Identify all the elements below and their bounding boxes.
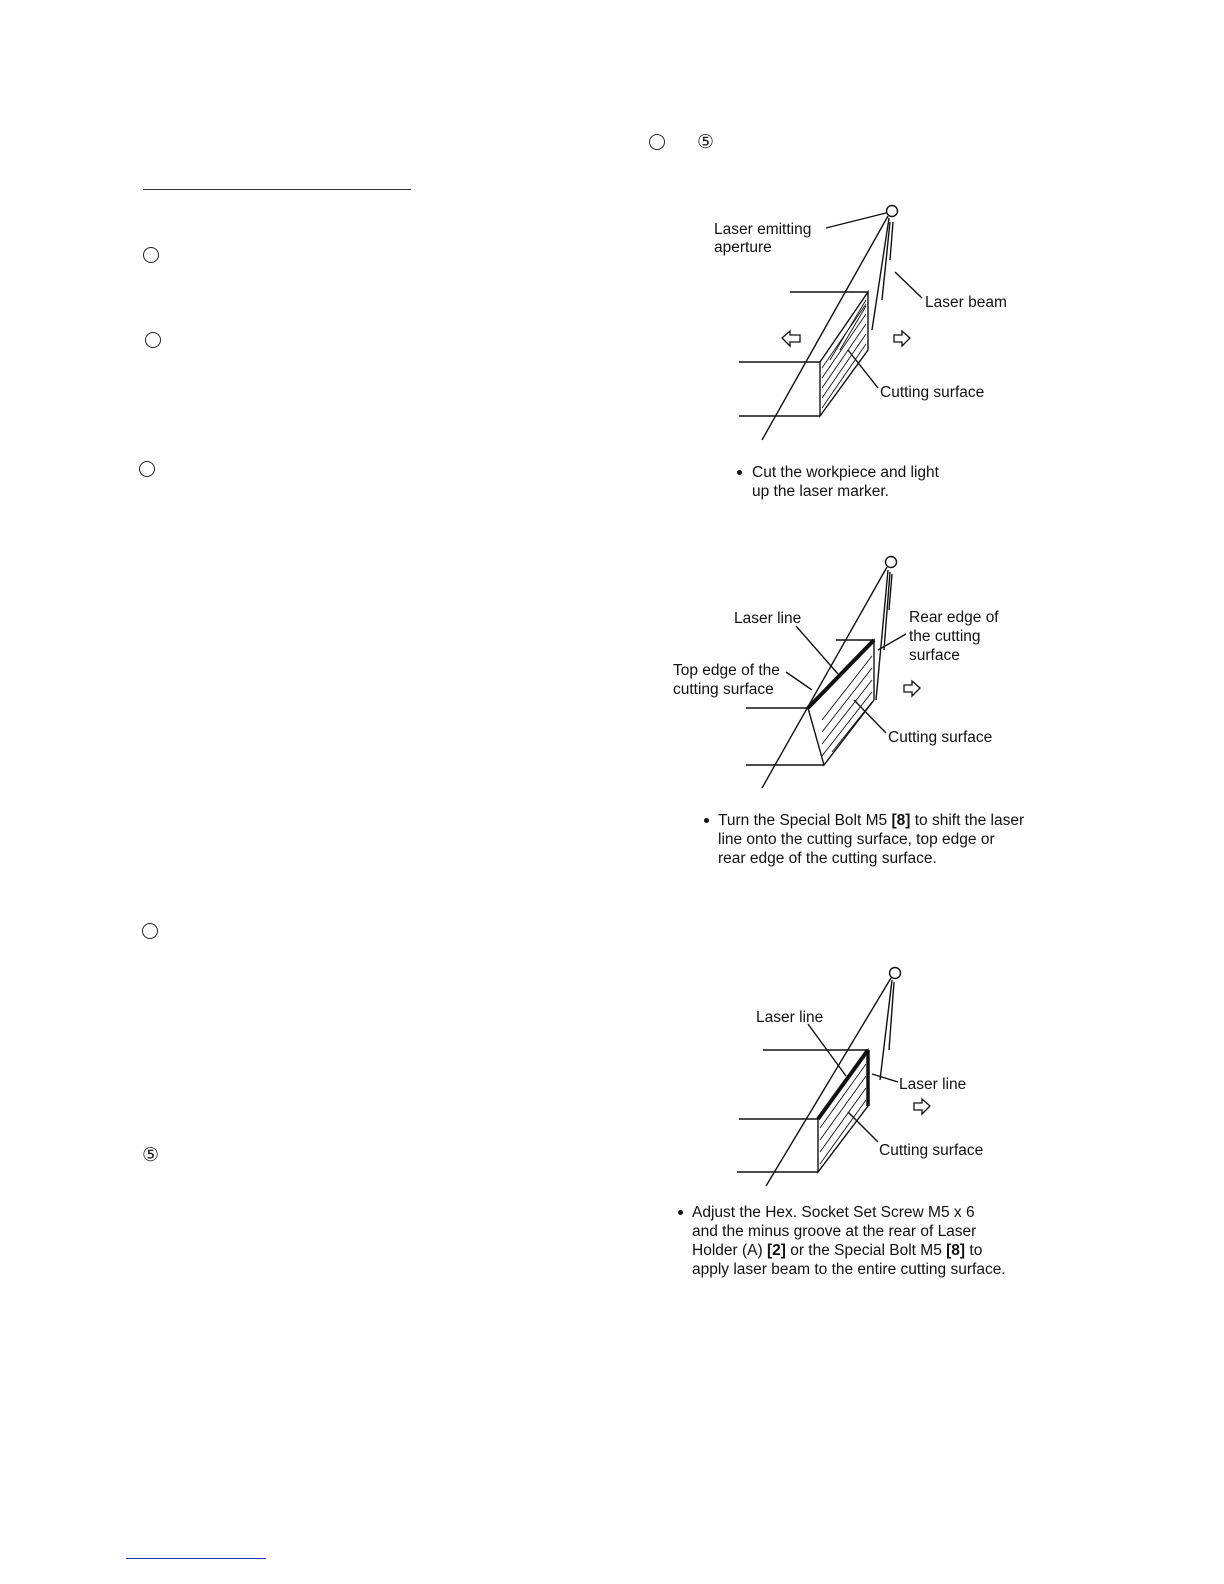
figure-2-caption-2: line onto the cutting surface, top edge or [718, 831, 995, 848]
rear-edge-label-1: Rear edge of [909, 609, 999, 626]
laser-line-label-3a: Laser line [756, 1009, 824, 1026]
step-marker-five-left: ⑤ [142, 1144, 160, 1166]
cutting-surface-label-3: Cutting surface [879, 1142, 984, 1159]
figure-3-caption-2: and the minus groove at the rear of Laser [692, 1223, 977, 1240]
figure-3-caption-1: Adjust the Hex. Socket Set Screw M5 x 6 [692, 1204, 975, 1221]
cutting-surface-label-2: Cutting surface [888, 729, 993, 746]
top-edge-label-1: Top edge of the [673, 662, 780, 679]
step-marker-five: ⑤ [697, 131, 715, 153]
figure-3-caption-4: apply laser beam to the entire cutting surface. [692, 1261, 1006, 1278]
caption-3-bullet [678, 1210, 683, 1215]
rear-edge-label-3: surface [909, 647, 960, 664]
laser-line-label-2: Laser line [734, 610, 802, 627]
figure-3-caption-3: Holder (A) [2] or the Special Bolt M5 [8] to [692, 1242, 983, 1259]
top-edge-label-2: cutting surface [673, 681, 774, 698]
laser-beam-label: Laser beam [925, 294, 1007, 311]
arrow-right-icon-3 [914, 1099, 930, 1114]
footer-link-underline [126, 1558, 266, 1559]
figure-1-caption-2: up the laser marker. [752, 483, 889, 500]
aperture-label-2: aperture [714, 239, 772, 256]
figure-1-caption-1: Cut the workpiece and light [752, 464, 939, 481]
laser-line-label-3b: Laser line [899, 1076, 967, 1093]
figure-2-caption-3: rear edge of the cutting surface. [718, 850, 937, 867]
aperture-icon-3 [890, 968, 901, 979]
rear-edge-label-2: the cutting [909, 628, 981, 645]
figure-2-caption-1: Turn the Special Bolt M5 [8] to shift the laser [718, 812, 1025, 829]
aperture-label-1: Laser emitting [714, 221, 812, 238]
cutting-surface-label-1: Cutting surface [880, 384, 985, 401]
